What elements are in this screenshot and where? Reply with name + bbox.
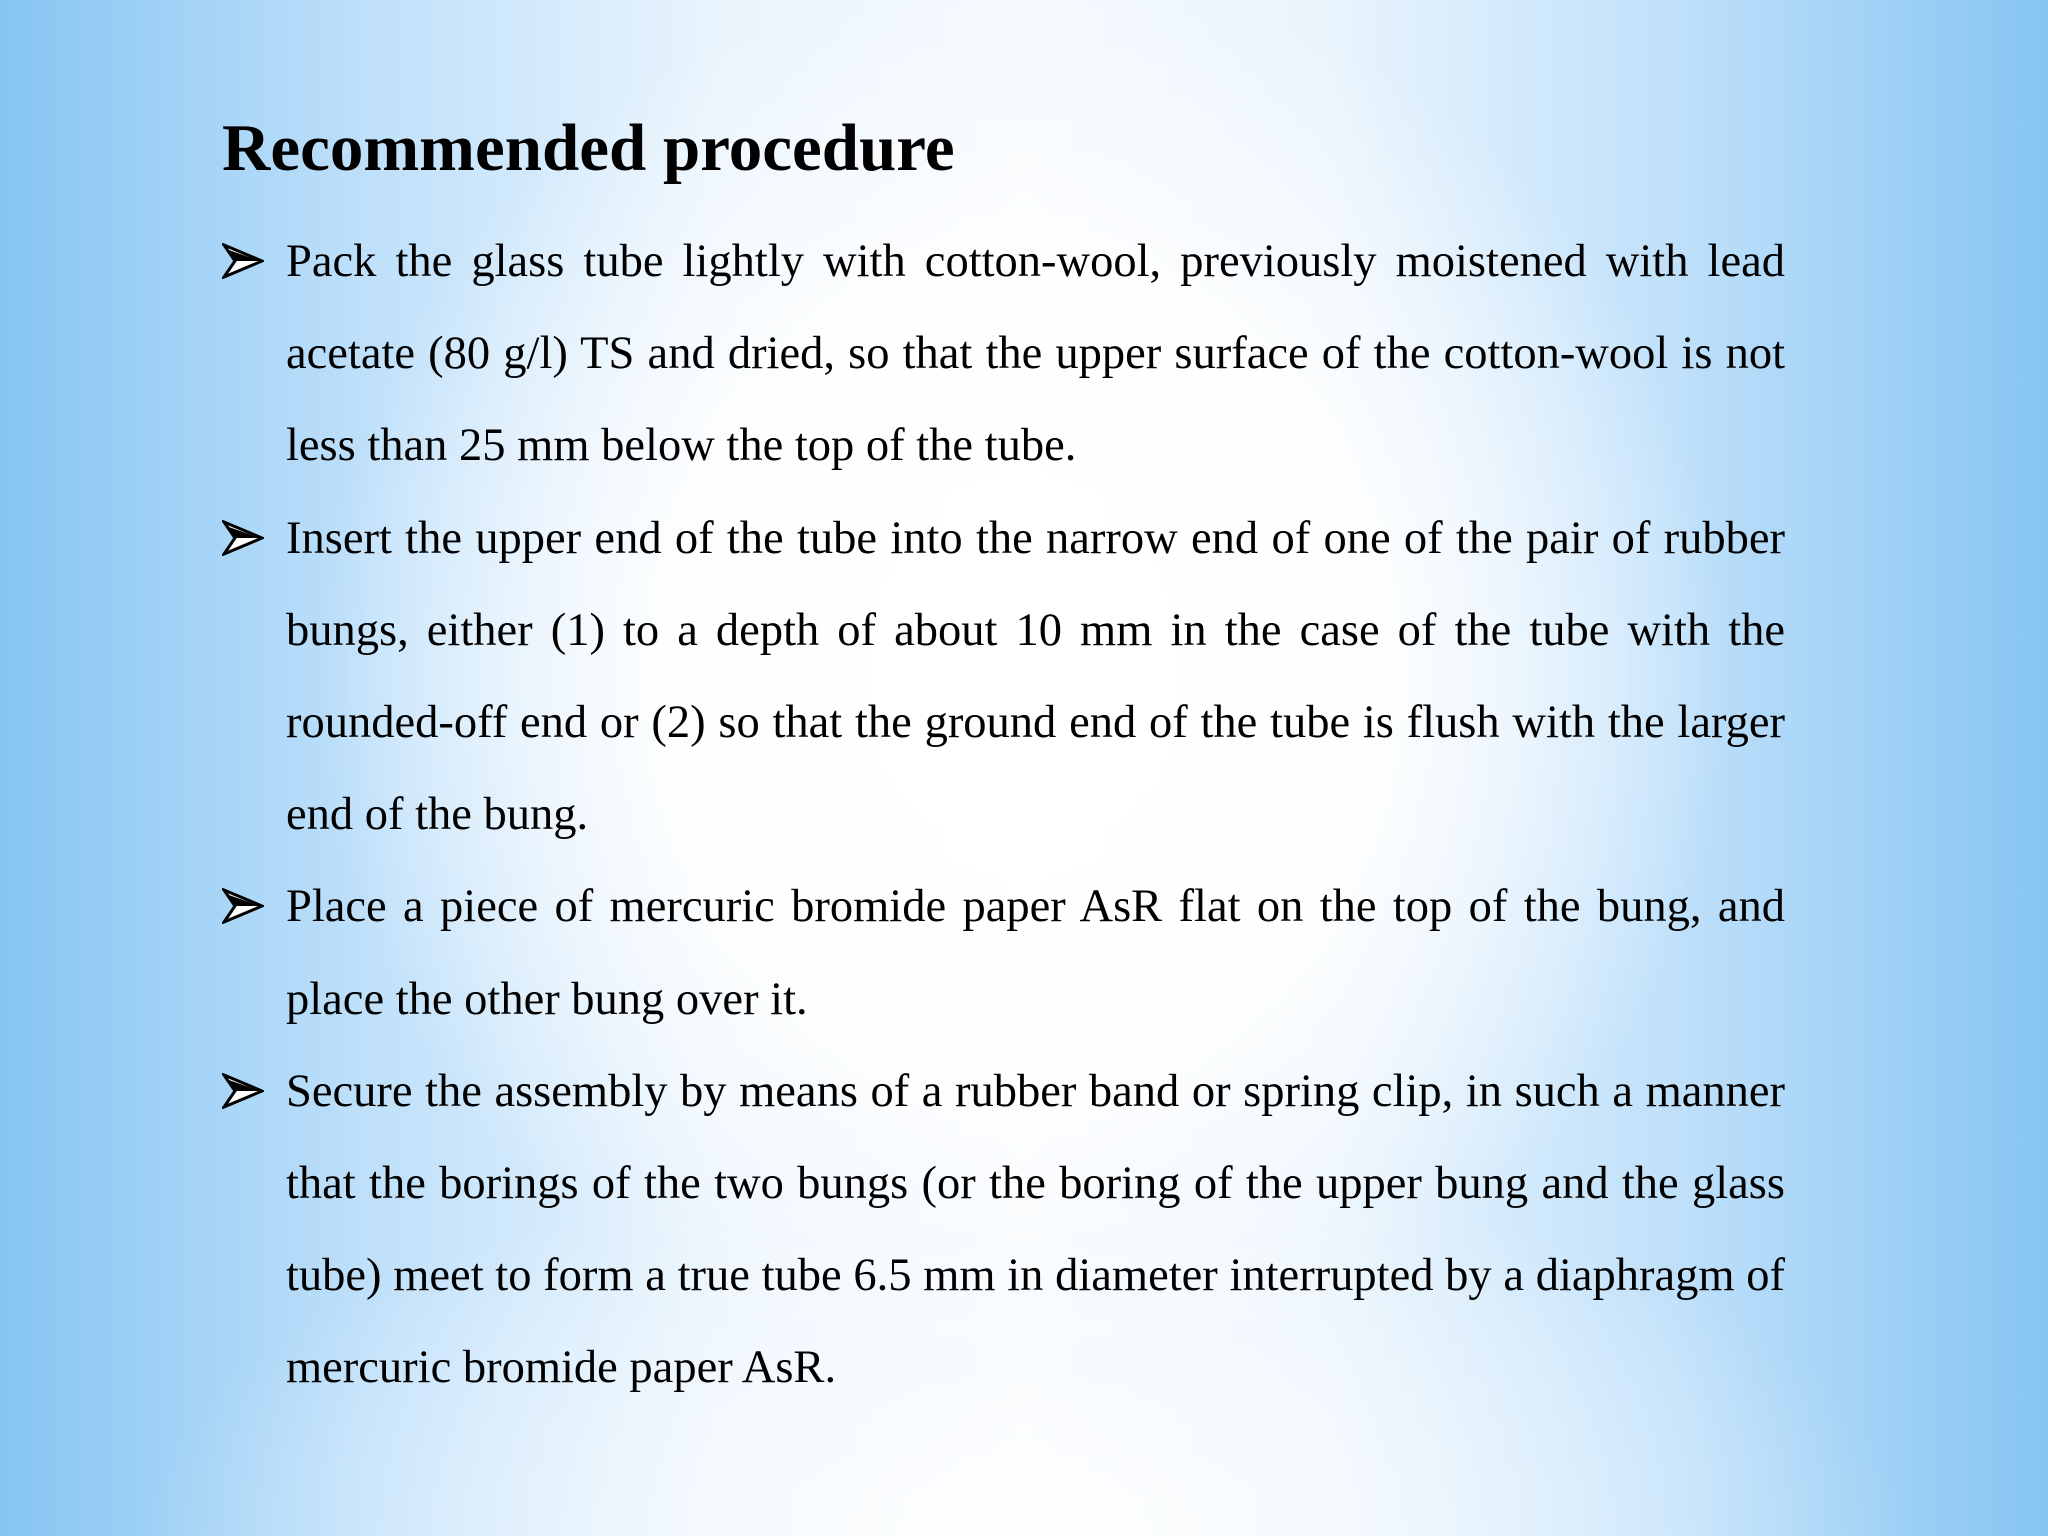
- arrowhead-bullet-icon: [222, 243, 264, 279]
- bullet-item: [222, 1046, 1785, 1415]
- bullet-text: Insert the upper end of the tube into the narrow end of one of the pair of rubber bungs, either (1) to a depth of about 10 mm in the case of the tube with the rounded-off end or (2) so that the ground end of the tube is flush with the larger end of the bung.: [286, 512, 1785, 841]
- arrowhead-bullet-icon: [222, 1073, 264, 1109]
- bullet-item: [222, 861, 1785, 1045]
- slide-title: Recommended procedure: [222, 111, 955, 185]
- bullet-item: [222, 216, 1785, 493]
- bullet-text: Secure the assembly by means of a rubber band or spring clip, in such a manner that the borings of the two bungs (or the boring of the upper bung and the glass tube) meet to form a true tube 6.5 mm in diameter interrupted by a diaphragm of mercuric bromide paper AsR.: [286, 1065, 1785, 1394]
- arrowhead-bullet-icon: [222, 888, 264, 924]
- bullet-item: [222, 493, 1785, 862]
- bullet-text: Pack the glass tube lightly with cotton-wool, previously moistened with lead acetate (80 g/l) TS and dried, so that the upper surface of the cotton-wool is not less than 25 mm below the top of the tube.: [286, 236, 1785, 472]
- bullet-text: Place a piece of mercuric bromide paper AsR flat on the top of the bung, and place the other bung over it.: [286, 881, 1785, 1025]
- arrowhead-bullet-icon: [222, 520, 264, 556]
- bullet-list: [222, 216, 1785, 1415]
